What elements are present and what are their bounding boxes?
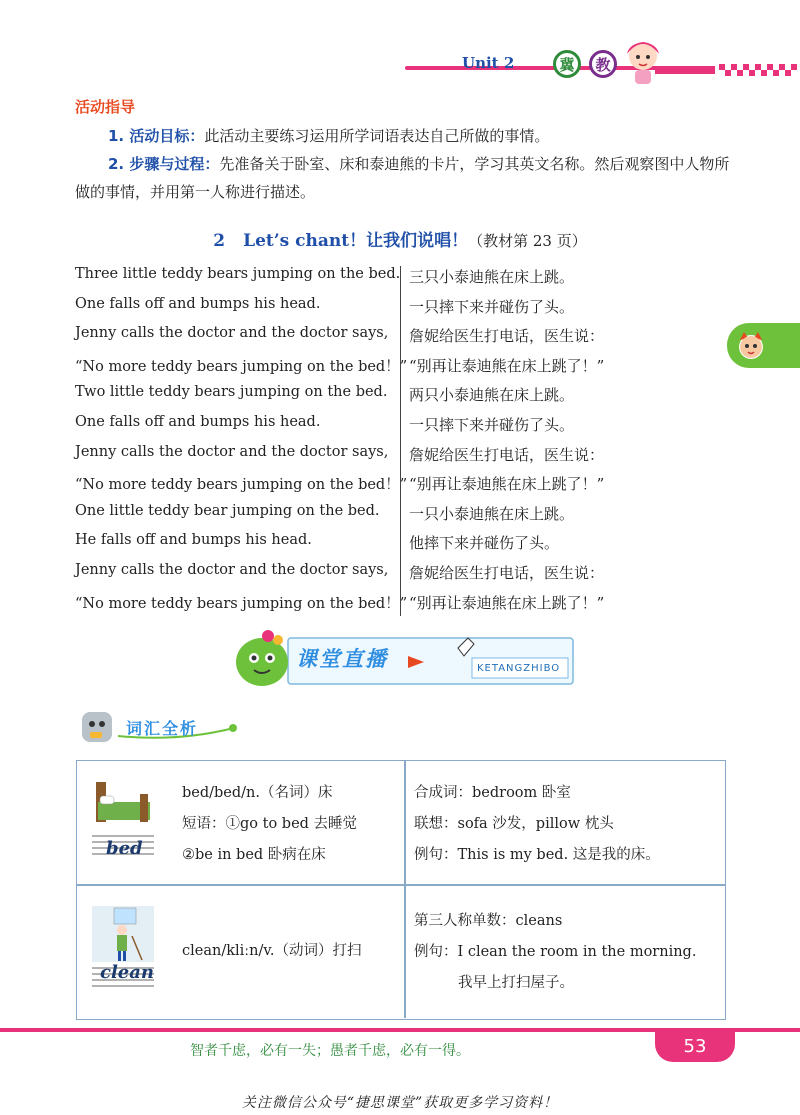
- bed-example: 例句：This is my bed. 这是我的床。: [414, 847, 660, 863]
- vocab-heading: 词汇全析: [126, 719, 199, 738]
- vocab-table-column-divider: [404, 760, 406, 1018]
- chant-line-en: One little teddy bear jumping on the bed.: [75, 502, 380, 519]
- clean-third-person: 第三人称单数：cleans: [414, 913, 563, 929]
- steps-text: 先准备关于卧室、床和泰迪熊的卡片，学习其英文名称。然后观察图中人物所做的事情，并用第一人称进行描述。: [75, 155, 730, 201]
- chant-line-en: Jenny calls the doctor and the doctor says,: [75, 443, 389, 460]
- chant-line-cn: 詹妮给医生打电话，医生说：: [409, 327, 605, 346]
- chant-line-en: “No more teddy bears jumping on the bed！”: [75, 358, 408, 375]
- bed-phrase-2: ②be in bed 卧病在床: [182, 847, 326, 863]
- header-checker-pattern: [655, 62, 800, 78]
- banner-subtitle: KETANGZHIBO: [477, 663, 561, 674]
- word-card-clean: clean: [100, 962, 154, 983]
- chant-line-cn: 詹妮给医生打电话，医生说：: [409, 445, 605, 464]
- section-title-cn: 让我们说唱！: [366, 231, 469, 251]
- section-title-en: Let’s chant！: [243, 231, 367, 251]
- chant-line-cn: “别再让泰迪熊在床上跳了！”: [409, 475, 605, 494]
- cartoon-fox-icon: [735, 330, 767, 362]
- chant-line-cn: 詹妮给医生打电话，医生说：: [409, 564, 605, 582]
- chant-line-en: “No more teddy bears jumping on the bed！”: [75, 477, 408, 494]
- clean-example-translation: 我早上打扫屋子。: [458, 975, 574, 991]
- chant-line-cn: “别再让泰迪熊在床上跳了！”: [409, 356, 605, 375]
- chant-line-en: “No more teddy bears jumping on the bed！”: [75, 595, 408, 612]
- chant-line-cn: 一只小泰迪熊在床上跳。: [409, 504, 575, 523]
- clean-example: 例句：I clean the room in the morning.: [414, 944, 697, 960]
- chant-line-cn: “别再让泰迪熊在床上跳了！”: [409, 593, 605, 612]
- chant-line-en: One falls off and bumps his head.: [75, 414, 321, 430]
- vocab-table: [76, 760, 726, 1020]
- chant-divider: [400, 266, 401, 616]
- goal-label: 1. 活动目标：: [108, 127, 205, 145]
- chant-line-en: Jenny calls the doctor and the doctor says,: [75, 325, 389, 342]
- chant-line-cn: 一只摔下来并碰伤了头。: [409, 416, 575, 434]
- textbook-reference: （教材第 23 页）: [468, 232, 587, 250]
- unit-label: Unit 2: [462, 54, 515, 72]
- chant-line-en: Two little teddy bears jumping on the bed.: [75, 384, 388, 401]
- activity-title: 活动指导: [75, 98, 136, 116]
- clean-definition: clean/kliːn/v.（动词）打扫: [182, 943, 362, 959]
- chant-line-en: Three little teddy bears jumping on the bed.: [75, 266, 401, 282]
- chant-line-en: Jenny calls the doctor and the doctor says,: [75, 562, 389, 578]
- publisher-badge-jiao: 教: [589, 50, 617, 78]
- bed-association: 联想：sofa 沙发，pillow 枕头: [414, 816, 614, 832]
- bed-definition: bed/bed/n.（名词）床: [182, 785, 333, 801]
- word-card-bed: bed: [106, 838, 143, 859]
- bed-phrase-1: 短语：①go to bed 去睡觉: [182, 816, 358, 832]
- section-number: 2: [213, 231, 226, 251]
- chant-line-cn: 一只摔下来并碰伤了头。: [409, 297, 575, 316]
- goal-text: 此活动主要练习运用所学词语表达自己所做的事情。: [204, 127, 550, 145]
- publisher-badge-ji: 冀: [553, 50, 581, 78]
- cartoon-girl-icon: [617, 34, 669, 86]
- banner-box: [228, 628, 578, 690]
- chant-line-en: One falls off and bumps his head.: [75, 295, 321, 312]
- chant-line-en: He falls off and bumps his head.: [75, 532, 312, 549]
- banner-title: 课堂直播: [296, 647, 388, 671]
- vocab-table-row-divider: [76, 884, 725, 886]
- bed-compound: 合成词：bedroom 卧室: [414, 785, 571, 801]
- activity-steps: [75, 150, 735, 206]
- footer-proverb: 智者千虑，必有一失；愚者千虑，必有一得。: [190, 1043, 470, 1059]
- steps-label: 2. 步骤与过程：: [108, 155, 220, 173]
- chant-line-cn: 他摔下来并碰伤了头。: [409, 534, 560, 553]
- section-title: [0, 226, 800, 251]
- activity-goal: [108, 122, 758, 150]
- chant-line-cn: 两只小泰迪熊在床上跳。: [409, 386, 575, 405]
- footer-watermark: 关注微信公众号“捷思课堂”获取更多学习资料！: [241, 1095, 559, 1111]
- chant-line-cn: 三只小泰迪熊在床上跳。: [409, 268, 575, 286]
- page-number: 53: [683, 1036, 707, 1057]
